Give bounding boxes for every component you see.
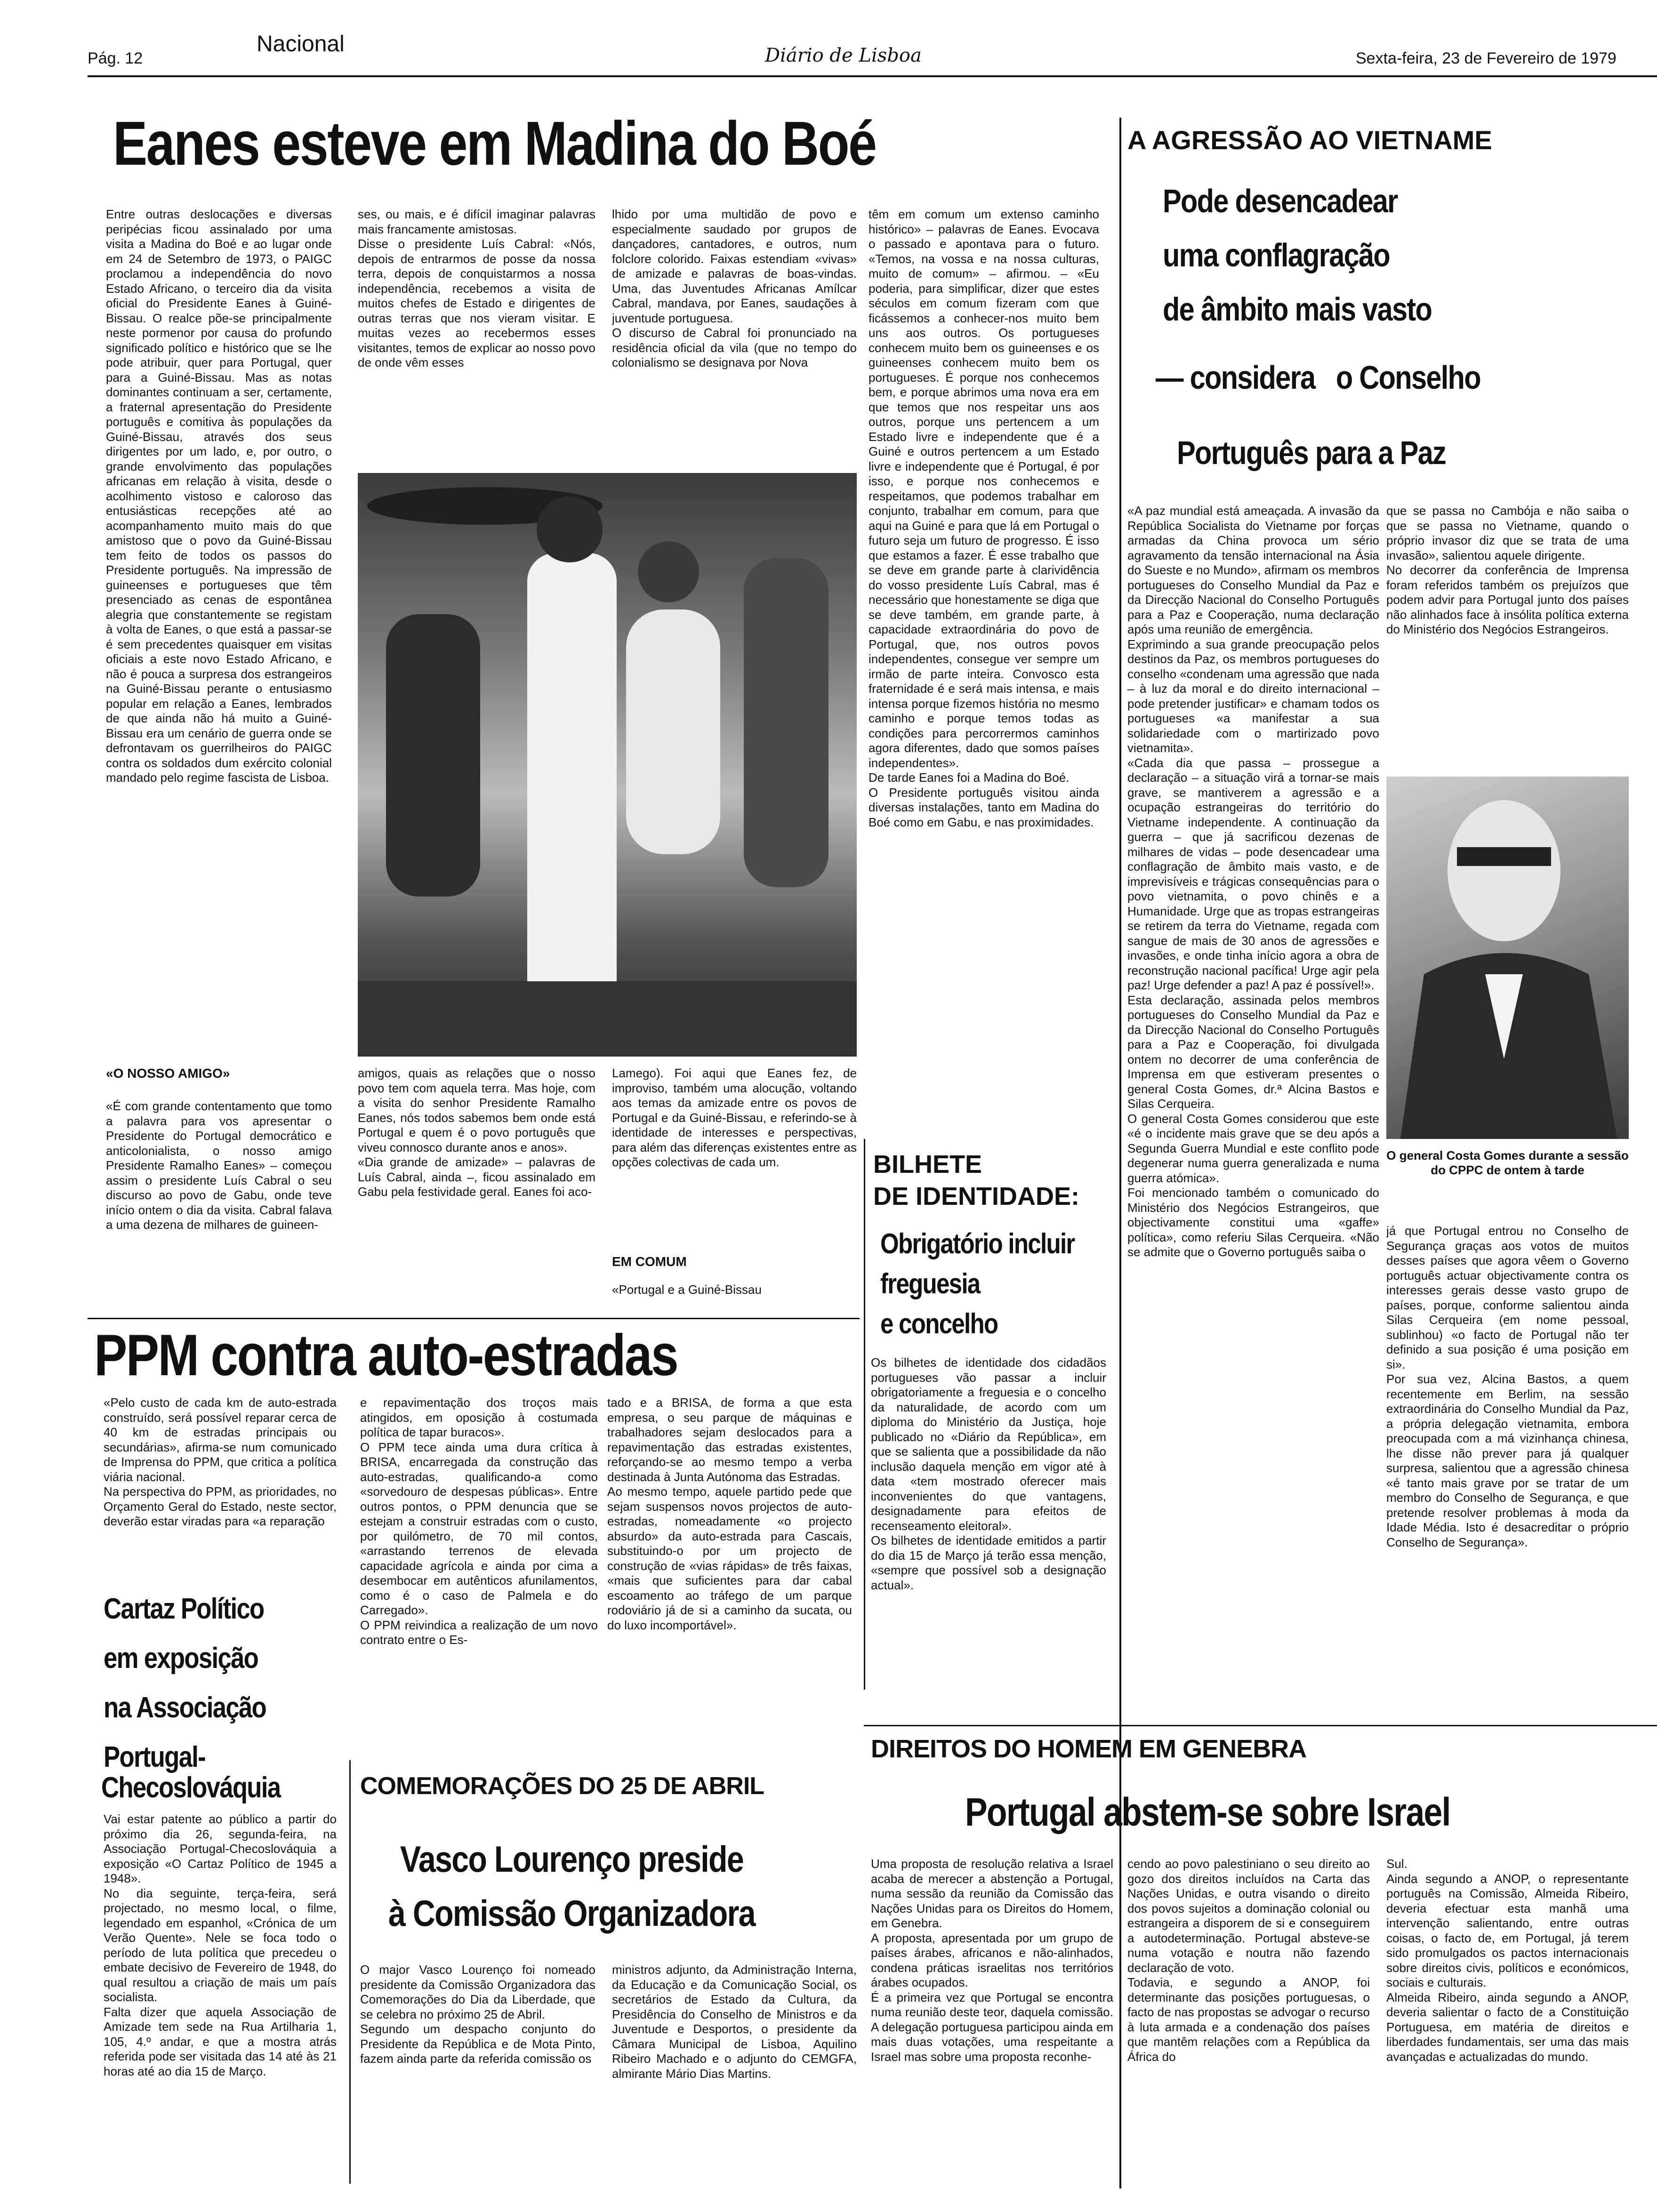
vietnam-headline-3: de âmbito mais vasto (1163, 291, 1432, 328)
ppm-col-1: «Pelo custo de cada km de auto-estrada construído, será possível reparar cerca de 40 km de estradas principais ou secundárias», afirma-se num comunicado de Imprensa do PPM, que critica a política viária nacional. Na perspectiva do PPM, as prioridades, no Orçamento Geral do Estado, neste sector, deverão estar viradas para «a reparação (104, 1395, 337, 1528)
eanes-col-2: ses, ou mais, e é difícil imaginar palavras mais francamente amistosas. Disse o presidente Luís Cabral: «Nós, depois de entrarmos de posse da nossa terra, depois de conquistarmos a nossa independência, recebemos a visita de muitos chefes de Estado e dirigentes de outras terras que nos vieram visitar. E muitas vezes ao recebermos esses visitantes, temos de explicar ao nosso povo de onde vêm esses (358, 207, 595, 369)
cartaz-headline-4: Portugal- (104, 1741, 205, 1773)
vietnam-col-2: que se passa no Cambója e não saiba o que se passa no Vietname, quando o próprio invasor diz que se trata de uma invasão», salientou aquele dirigente. No decorrer da conferência de Imprensa foram referidos também os prejuízos que podem advir para Portugal junto dos países não alinhados face à insólita política externa do Ministério dos Negócios Estrangeiros. (1386, 504, 1629, 636)
abril-kicker: COMEMORAÇÕES DO 25 DE ABRIL (360, 1772, 764, 1800)
issue-date: Sexta-feira, 23 de Fevereiro de 1979 (1356, 49, 1617, 67)
costa-gomes-figure (1386, 777, 1629, 1139)
eanes-col-3b: Lamego). Foi aqui que Eanes fez, de improviso, também uma alocução, voltando aos temas da amizade entre os povos de Portugal e da Guiné-Bissau, e referindo-se à identidade de interesses e perspectivas, para além das diferenças existentes entre as opções colectivas de cada um. (612, 1066, 857, 1169)
cartaz-headline-5: Checoslováquia (101, 1771, 281, 1804)
eanes-photo (358, 473, 857, 1057)
abril-col-1: O major Vasco Lourenço foi nomeado presidente da Comissão Organizadora das Comemorações do Dia da Liberdade, que se celebra no próximo 25 de Abril. Segundo um despacho conjunto do Presidente da República e de Mota Pinto, fazem ainda parte da referida comissão os (360, 1963, 595, 2066)
costa-gomes-caption: O general Costa Gomes durante a sessão do CPPC de ontem à tarde (1386, 1148, 1629, 1177)
vietnam-headline-5: Português para a Paz (1177, 434, 1446, 471)
bilhete-kicker-1: BILHETE (873, 1150, 982, 1178)
abril-headline-2: à Comissão Organizadora (388, 1892, 755, 1934)
eanes-col-3: lhido por uma multidão de povo e especialmente saudado por grupos de dançadores, cantadores, e outros, num folclore colorido. Faixas estendiam «vivas» de amizade e palavras de boas-vindas. Uma, das Juventudes Africanas Amílcar Cabral, mandava, por Eanes, saudações à juventude portuguesa. O discurso de Cabral foi pronunciado na residência oficial da vila (que no tempo do colonialismo se designava por Nova (612, 207, 857, 369)
ppm-top-rule (88, 1318, 860, 1319)
ppm-col-2: e repavimentação dos troços mais atingidos, em oposição à costumada política de tapar buracos». O PPM tece ainda uma dura crítica à BRISA, encarregada da construção das auto-estradas, qualificando-a como «sorvedouro de despesas públicas». Entre outros pontos, o PPM denuncia que se estejam a construir estradas com o custo, por quilómetro, de 70 mil contos, «arrastando terrenos de elevada capacidade agrícola e ainda por cima a desembocar em autênticos afunilamentos, como é o caso de Palmela e do Carregado». O PPM reivindica a realização de um novo contrato entre o Es- (360, 1395, 598, 1647)
eanes-subhead-em-comum: EM COMUM (612, 1254, 687, 1269)
ppm-col-3: tado e a BRISA, de forma a que esta empresa, o seu parque de máquinas e trabalhadores sejam deslocados para a repavimentação das estradas existentes, reforçando-se ao mesmo tempo a verba destinada à Junta Autónoma das Estradas. Ao mesmo tempo, aquele partido pede que sejam suspensos novos projectos de auto-estradas, nomeadamente «o projecto absurdo» da auto-estrada para Cascais, substituindo-o por um projecto de construção de «vias rápidas» de três faixas, «mais que suficientes para dar cabal escoamento ao tráfego de um parque rodoviário já de si a caminho da sucata, ou do luxo incomportável». (607, 1395, 852, 1632)
eanes-subhead-amigo: «O NOSSO AMIGO» (106, 1066, 230, 1081)
vietnam-col-2b: já que Portugal entrou no Conselho de Segurança graças aos votos de muitos desses países que agora vêem o Governo português actuar objectivamente contra os interesses gerais desse vasto grupo de países, porque, conforme salientou ainda Silas Cerqueira (em nome pessoal, sublinhou) «o facto de Portugal não ter definido a sua posição é uma posição em si». Por sua vez, Alcina Bastos, a quem recentemente em Berlim, na sessão extraordinária do Conselho Mundial da Paz, a própria delegação vietnamita, embora preocupada com a má vizinhança chinesa, lhe disse não prever para já qualquer surpresa, salientou que a agressão chinesa «é tanto mais grave por se tratar de um membro do Conselho de Segurança, e que pretende resolver problemas à moda da Idade Média. Isto é desacreditar o próprio Conselho de Segurança». (1386, 1224, 1629, 1549)
vietnam-headline-4: — considera o Conselho (1156, 359, 1480, 396)
eanes-photo-figures (358, 473, 857, 1057)
genebra-kicker: DIREITOS DO HOMEM EM GENEBRA (871, 1735, 1307, 1763)
genebra-headline: Portugal abstem-se sobre Israel (965, 1790, 1450, 1834)
vertical-rule-bilhete (864, 1139, 865, 1690)
genebra-top-rule (864, 1725, 1657, 1726)
cartaz-headline-3: na Associação (104, 1691, 266, 1724)
eanes-col-1b: «É com grande contentamento que tomo a palavra para vos apresentar o Presidente do Portugal democrático e anticolonialista, o nosso amigo Presidente Ramalho Eanes» – começou assim o presidente Luís Cabral o seu discurso ao povo de Gabu, onde teve início ontem o dia da visita. Cabral falava a uma dezena de milhares de guineen- (106, 1099, 332, 1232)
bilhete-kicker-2: DE IDENTIDADE: (873, 1182, 1080, 1210)
cartaz-body: Vai estar patente ao público a partir do próximo dia 26, segunda-feira, na Associação Portugal-Checoslováquia a exposição «O Cartaz Político de 1945 a 1948». No dia seguinte, terça-feira, será projectado, no mesmo local, o filme, legendado em espanhol, «Crónica de um Verão Quente». Nele se foca todo o período de luta política que precedeu o embate decisivo de Fevereiro de 1948, do qual resultou a criação de mais um país socialista. Falta dizer que aquela Associação de Amizade tem sede na Rua Artilharia 1, 105, 4.º andar, e que a mostra atrás referida pode ser visitada das 14 até às 21 horas até ao dia 15 de Março. (104, 1812, 337, 2078)
vertical-rule-right (1119, 118, 1121, 2188)
eanes-col-3c: «Portugal e a Guiné-Bissau (612, 1282, 762, 1297)
section-name: Nacional (257, 32, 345, 56)
costa-gomes-photo (1386, 777, 1629, 1139)
masthead: Diário de Lisboa (765, 45, 922, 66)
vietnam-col-1: «A paz mundial está ameaçada. A invasão da República Socialista do Vietname por forças armadas da China provoca um sério agravamento da tensão internacional na Ásia do Sueste e no Mundo», afirmam os membros portugueses do Conselho Mundial da Paz e da Direcção Nacional do Conselho Português para a Paz e Cooperação, numa declaração após uma reunião de emergência. Exprimindo a sua grande preocupação pelos destinos da Paz, os membros portugueses do conselho «condenam uma agressão que nada – à luz da moral e do direito internacional – pode pretender justificar» e chamam todos os portugueses «a manifestar a sua solidariedade com o martirizado povo vietnamita». «Cada dia que passa – prossegue a declaração – a situação virá a tornar-se mais grave, se mantiverem a agressão e a ocupação estrangeiras do território do Vietname independente. A continuação da guerra – que já sacrificou dezenas de milhares de vidas – pode desencadear uma conflagração de âmbito mais vasto, e de imprevisíveis e trágicas consequências para o povo vietnamita, o povo chinês e a Humanidade. Urge que as tropas estrangeiras se retirem da terra do Vietname, regada com sangue de mais de 30 anos de agressões e invasões, e onde tinha início agora a obra de reconstrução nacional pacífica! Urge agir pela paz! Urge defender a paz! A paz é possível!». Esta declaração, assinada pelos membros portugueses do Conselho Mundial da Paz e da Direcção Nacional do Conselho Português para a Paz e Cooperação, foi divulgada ontem no decorrer de uma conferência de Imprensa em que estiveram presentes o general Costa Gomes, dr.ª Alcina Bastos e Silas Cerqueira. O general Costa Gomes considerou que este «é o incidente mais grave que se deu após a Segunda Guerra Mundial e este conflito pode degenerar numa guerra generalizada e numa guerra atómica». Foi mencionado também o comunicado do Ministério dos Negócios Estrangeiros, que objectivamente constitui uma «gaffe» política», como referiu Silas Cerqueira. «Não se admite que o Governo português saiba o (1127, 504, 1379, 1259)
eanes-col-4: têm em comum um extenso caminho histórico» – palavras de Eanes. Evocava o passado e apontava para o futuro. «Temos, na vossa e na nossa culturas, muito de comum» – afirmou. – «Eu poderia, para simplificar, dizer que estes séculos em comum fizeram com que ficássemos a conhecer-nos muito bem uns aos outros. Os portugueses conhecem muito bem os guineenses e os guineenses conhecem muito bem os portugueses. É porque nos conhecemos bem, e porque abrimos uma nova era em que temos que nos respeitar uns aos outros, porque uns pertencem a um Estado livre e independente que é a Guiné e outros pertencem a um Estado livre e independente que é Portugal, é por isso, e porque nos conhecemos e respeitamos, que podemos trabalhar em conjunto, trabalhar em comum, para que aqui na Guiné e para que lá em Portugal o futuro seja um futuro de progresso. É isso que estamos a fazer. É esse trabalho que se deve em grande parte à clarividência do vosso presidente Luís Cabral, mas é necessário que honestamente se diga que se deve também, em grande parte, à capacidade extraordinária do povo de Portugal, que, nos outros povos independentes, consegue ver sempre um irmão de parte inteira. Convosco esta fraternidade é e será mais intensa, e mais intensa porque fizemos história no mesmo caminho e porque temos todas as condições para percorrermos caminhos agora diferentes, dado que somos países independentes». De tarde Eanes foi a Madina do Boé. O Presidente português visitou ainda diversas instalações, tanto em Madina do Boé como em Gabu, e nas proximidades. (869, 207, 1099, 829)
vertical-rule-abril (349, 1760, 351, 2184)
genebra-col-3: Sul. Ainda segundo a ANOP, o representante português na Comissão, Almeida Ribeiro, deveria efectuar esta manhã uma intervenção salientando, entre outras coisas, o facto de, em Portugal, já terem sido promulgados os pactos internacionais sobre direitos civis, políticos e económicos, sociais e culturais. Almeida Ribeiro, ainda segundo a ANOP, deveria salientar o facto de a Constituição Portuguesa, em matéria de direitos e liberdades fundamentais, ser uma das mais avançadas e actualizadas do mundo. (1386, 1857, 1629, 2064)
header-rule (88, 75, 1657, 77)
bilhete-headline-1: Obrigatório incluir (880, 1228, 1075, 1259)
abril-headline-1: Vasco Lourenço preside (400, 1838, 744, 1880)
genebra-col-1: Uma proposta de resolução relativa a Israel acaba de merecer a abstenção a Portugal, numa sessão da reunião da Comissão das Nações Unidas para os Direitos do Homem, em Genebra. A proposta, apresentada por um grupo de países árabes, africanos e não-alinhados, condena práticas israelitas nos territórios árabes ocupados. É a primeira vez que Portugal se encontra numa reunião deste teor, daquela comissão. A delegação portuguesa participou ainda em mais duas votações, uma respeitante a Israel mas sobre uma proposta reconhe- (871, 1857, 1113, 2064)
cartaz-headline-2: em exposição (104, 1642, 258, 1675)
vietnam-headline-2: uma conflagração (1163, 237, 1390, 273)
ppm-headline: PPM contra auto-estradas (94, 1323, 678, 1388)
eanes-headline: Eanes esteve em Madina do Boé (113, 109, 876, 178)
eanes-col-1: Entre outras deslocações e diversas peripécias ficou assinalado por uma visita a Madina do Boé e ao lugar onde em 24 de Setembro de 1973, o PAIGC proclamou a independência do novo Estado Africano, o terceiro dia da visita oficial do Presidente Eanes à Guiné-Bissau. O realce põe-se principalmente neste pormenor por causa do profundo significado político e histórico que se lhe pode atribuir, quer para Portugal, quer para a Guiné-Bissau. Mas as notas dominantes continuam a ser, certamente, a fraternal apresentação do Presidente português e comitiva às populações da Guiné-Bissau, através dos seus dirigentes por um lado, e, por outro, o grande envolvimento das populações africanas em relação à visita, desde o acolhimento vistoso e caloroso das entusiásticas recepções até ao acompanhamento muito mais do que amistoso que o povo da Guiné-Bissau tem feito de todos os passos do Presidente português. Na impressão de guineenses e portugueses que têm presenciado as cenas de espontânea alegria que constantemente se registam à volta de Eanes, o que está a passar-se é sem precedentes quaisquer em visitas oficiais a este novo Estado Africano, e não é pouca a surpresa dos estrangeiros na Guiné-Bissau perante o entusiasmo popular em relação a Eanes, lembrados de que ainda não há muito a Guiné-Bissau era um cenário de guerra onde se defrontavam os guerrilheiros do PAIGC contra os soldados dum exército colonial mandado pelo regime fascista de Lisboa. (106, 207, 332, 785)
abril-col-2: ministros adjunto, da Administração Interna, da Educação e da Comunicação Social, os secretários de Estado da Cultura, da Presidência do Conselho de Ministros e da Juventude e Desportos, o presidente da Câmara Municipal de Lisboa, Aquilino Ribeiro Machado e o adjunto do CEMGFA, almirante Mário Dias Martins. (612, 1963, 857, 2081)
bilhete-body: Os bilhetes de identidade dos cidadãos portugueses vão passar a incluir obrigatoriamente a freguesia e o concelho da naturalidade, de acordo com um diploma do Ministério da Justiça, hoje publicado no «Diário da República», em que se salienta que a possibilidade da não inclusão daquela menção em vigor até à data «tem mostrado oferecer mais inconvenientes do que vantagens, designadamente para efeitos de recenseamento eleitoral». Os bilhetes de identidade emitidos a partir do dia 15 de Março já terão essa menção, «sempre que possível sob a designação actual». (871, 1355, 1106, 1592)
cartaz-headline-1: Cartaz Político (104, 1593, 264, 1625)
vietnam-kicker: A AGRESSÃO AO VIETNAME (1127, 125, 1492, 155)
genebra-col-2: cendo ao povo palestiniano o seu direito ao gozo dos direitos incluídos na Carta das Nações Unidas, e outra visando o direito dos povos sujeitos a dominação colonial ou estrangeira a disporem de si e conseguirem a autodeterminação. Portugal absteve-se numa votação e noutra não fazendo declaração de voto. Todavia, e segundo a ANOP, foi determinante das posições portuguesas, o facto de nas propostas se advogar o recurso à luta armada e a condenação dos países que mantêm relações com a República da África do (1127, 1857, 1370, 2064)
bilhete-headline-2: freguesia (880, 1268, 980, 1299)
bilhete-headline-3: e concelho (880, 1308, 998, 1339)
eanes-col-2b: amigos, quais as relações que o nosso povo tem com aquela terra. Mas hoje, com a visita do senhor Presidente Ramalho Eanes, nós todos sabemos bem onde está Portugal e quem é o povo português que viveu connosco durante anos e anos». «Dia grande de amizade» – palavras de Luís Cabral, ainda –, ficou assinalado em Gabu pela festividade geral. Eanes foi aco- (358, 1066, 595, 1199)
vietnam-headline-1: Pode desencadear (1163, 183, 1398, 219)
page-number: Pág. 12 (88, 49, 143, 67)
